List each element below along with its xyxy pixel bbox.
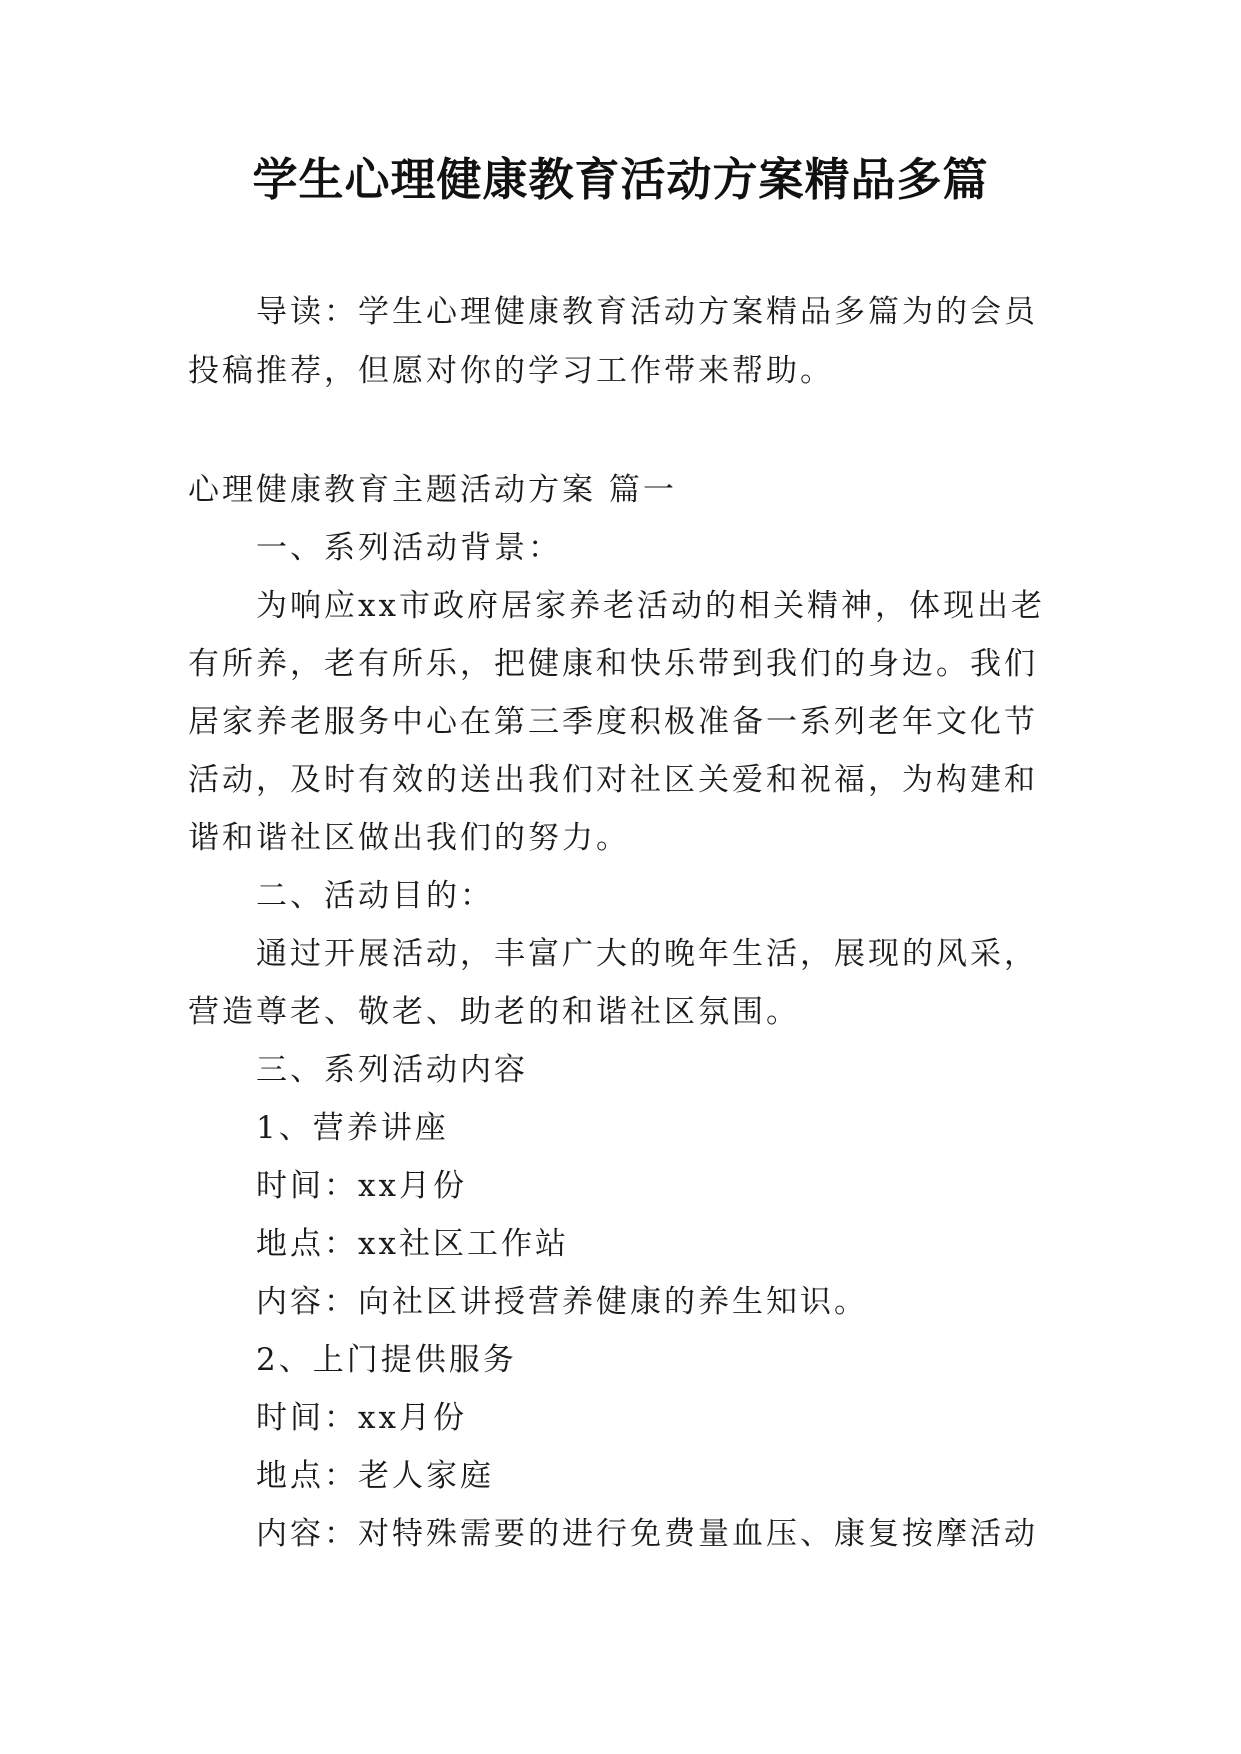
paragraph: 二、活动目的： xyxy=(256,878,494,914)
document-title: 学生心理健康教育活动方案精品多篇 xyxy=(252,153,989,206)
paragraph: 内容：对特殊需要的进行免费量血压、康复按摩活动 xyxy=(256,1516,1038,1552)
paragraph: 一、系列活动背景： xyxy=(256,530,562,566)
paragraph: 时间：xx月份 xyxy=(256,1168,467,1204)
paragraph: 内容：向社区讲授营养健康的养生知识。 xyxy=(256,1284,868,1320)
paragraph: 地点：xx社区工作站 xyxy=(256,1226,569,1262)
paragraph: 为响应xx市政府居家养老活动的相关精神，体现出老有所养，老有所乐，把健康和快乐带到我们的身边。我们居家养老服务中心在第三季度积极准备一系列老年文化节活动，及时有效的送出我们对社区关爱和祝福，为构建和谐和谐社区做出我们的努力。 xyxy=(188,588,1045,856)
paragraph: 时间：xx月份 xyxy=(256,1400,467,1436)
paragraph: 地点：老人家庭 xyxy=(256,1458,494,1494)
paragraph: 1、营养讲座 xyxy=(256,1110,449,1146)
section-heading: 心理健康教育主题活动方案 篇一 xyxy=(188,472,677,508)
paragraph: 通过开展活动，丰富广大的晚年生活，展现的风采，营造尊老、敬老、助老的和谐社区氛围。 xyxy=(188,936,1038,1030)
paragraph: 2、上门提供服务 xyxy=(256,1342,517,1378)
document-body xyxy=(188,461,1053,1563)
intro-paragraph: 导读：学生心理健康教育活动方案精品多篇为的会员投稿推荐，但愿对你的学习工作带来帮助。 xyxy=(188,294,1038,389)
paragraph: 三、系列活动内容 xyxy=(256,1052,528,1088)
